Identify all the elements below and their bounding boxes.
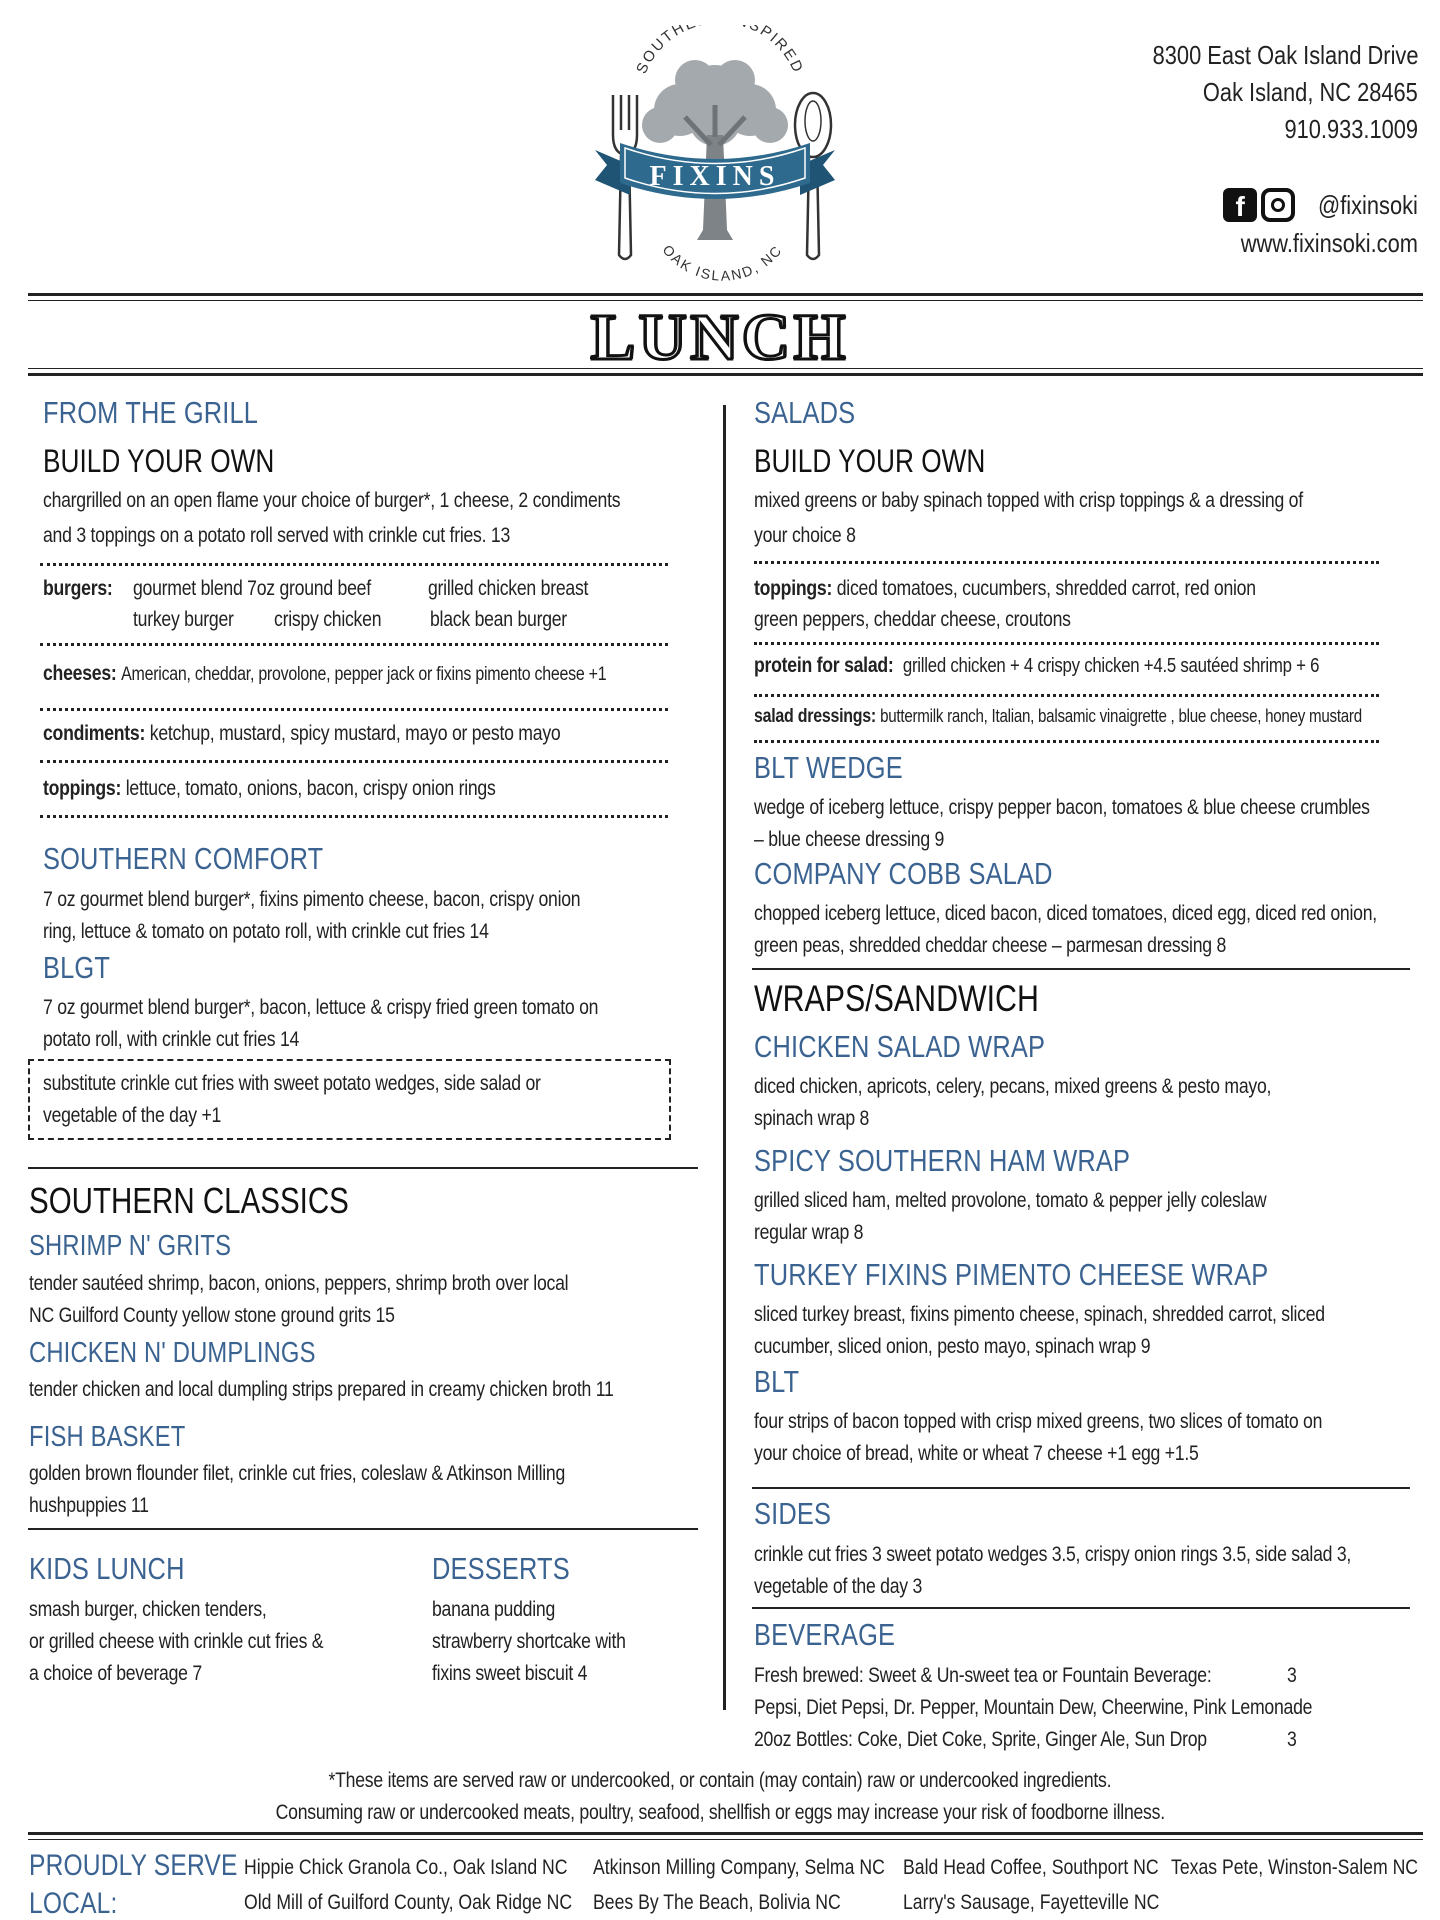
- facebook-icon[interactable]: f: [1223, 188, 1257, 222]
- item-blt: BLT: [754, 1364, 800, 1399]
- section-beverage: BEVERAGE: [754, 1617, 896, 1652]
- divider: [40, 815, 668, 818]
- salads-byo-desc-2: your choice 8: [754, 524, 856, 547]
- grill-byo-title: BUILD YOUR OWN: [43, 443, 275, 479]
- divider: [752, 968, 1410, 970]
- shrimp-desc-2: NC Guilford County yellow stone ground grits 15: [29, 1304, 395, 1327]
- cobb-desc-2: green peas, shredded cheddar cheese – parmesan dressing 8: [754, 934, 1227, 957]
- grill-byo-desc-2: and 3 toppings on a potato roll served with crinkle cut fries. 13: [43, 524, 511, 547]
- divider: [754, 694, 1379, 697]
- item-southern-comfort: SOUTHERN COMFORT: [43, 841, 324, 876]
- item-shrimp-n-grits: SHRIMP N' GRITS: [29, 1230, 232, 1262]
- local-vendor: Bees By The Beach, Bolivia NC: [593, 1891, 841, 1914]
- turkey-desc-1: sliced turkey breast, fixins pimento cheese, spinach, shredded carrot, sliced: [754, 1303, 1325, 1326]
- substitute-desc-2: vegetable of the day +1: [43, 1104, 222, 1127]
- section-kids-lunch: KIDS LUNCH: [29, 1551, 185, 1586]
- local-title-1: PROUDLY SERVE: [29, 1849, 238, 1882]
- divider: [28, 1528, 698, 1530]
- item-spicy-southern-ham-wrap: SPICY SOUTHERN HAM WRAP: [754, 1143, 1131, 1178]
- kids-desc-3: a choice of beverage 7: [29, 1662, 202, 1685]
- logo: [585, 25, 845, 295]
- svg-text:OAK ISLAND, NC: OAK ISLAND, NC: [659, 241, 786, 284]
- social-handle[interactable]: @fixinsoki: [1318, 189, 1418, 220]
- ham-desc-1: grilled sliced ham, melted provolone, tomato & pepper jelly coleslaw: [754, 1189, 1267, 1212]
- desserts-desc-3: fixins sweet biscuit 4: [432, 1662, 588, 1685]
- section-southern-classics: SOUTHERN CLASSICS: [29, 1180, 349, 1221]
- beverage-price-1: 3: [1287, 1664, 1297, 1687]
- substitute-desc-1: substitute crinkle cut fries with sweet potato wedges, side salad or: [43, 1072, 541, 1095]
- salad-protein-row: protein for salad: grilled chicken + 4 crispy chicken +4.5 sautéed shrimp + 6: [754, 654, 1320, 677]
- desserts-desc-1: banana pudding: [432, 1598, 556, 1621]
- section-desserts: DESSERTS: [432, 1551, 570, 1586]
- salads-byo-desc-1: mixed greens or baby spinach topped with crisp toppings & a dressing of: [754, 489, 1303, 512]
- divider: [754, 642, 1379, 645]
- footer-rule-thin: [28, 1839, 1423, 1840]
- kids-desc-1: smash burger, chicken tenders,: [29, 1598, 267, 1621]
- toppings-row: toppings: lettuce, tomato, onions, bacon, crispy onion rings: [43, 777, 496, 800]
- fish-desc-2: hushpuppies 11: [29, 1494, 149, 1517]
- item-fish-basket: FISH BASKET: [29, 1421, 186, 1453]
- wedge-desc-1: wedge of iceberg lettuce, crispy pepper bacon, tomatoes & blue cheese crumbles: [754, 796, 1370, 819]
- local-title-2: LOCAL:: [29, 1887, 118, 1920]
- kids-desc-2: or grilled cheese with crinkle cut fries &: [29, 1630, 324, 1653]
- header-rule-bottom: [28, 373, 1423, 376]
- beverage-desc-2: Pepsi, Diet Pepsi, Dr. Pepper, Mountain Dew, Cheerwine, Pink Lemonade: [754, 1696, 1313, 1719]
- item-blgt: BLGT: [43, 950, 111, 985]
- burger-option: turkey burger: [133, 608, 234, 631]
- divider: [40, 760, 668, 763]
- salad-toppings-row-1: toppings: diced tomatoes, cucumbers, shredded carrot, red onion: [754, 577, 1256, 600]
- disclaimer-1: *These items are served raw or undercooked, or contain (may contain) raw or undercooked ingredients.: [328, 1769, 1112, 1792]
- salad-dressings-row: salad dressings: buttermilk ranch, Italian, balsamic vinaigrette , blue cheese, honey mustard: [754, 706, 1362, 727]
- item-company-cobb-salad: COMPANY COBB SALAD: [754, 856, 1053, 891]
- tree-icon: [585, 25, 845, 295]
- blgt-desc-2: potato roll, with crinkle cut fries 14: [43, 1028, 300, 1051]
- section-from-the-grill: FROM THE GRILL: [43, 395, 259, 430]
- phone-number[interactable]: 910.933.1009: [1284, 114, 1418, 144]
- burger-option: crispy chicken: [274, 608, 382, 631]
- condiments-row: condiments: ketchup, mustard, spicy mustard, mayo or pesto mayo: [43, 722, 561, 745]
- cobb-desc-1: chopped iceberg lettuce, diced bacon, diced tomatoes, diced egg, diced red onion,: [754, 902, 1377, 925]
- salad-toppings-row-2: green peppers, cheddar cheese, croutons: [754, 608, 1071, 631]
- csw-desc-1: diced chicken, apricots, celery, pecans, mixed greens & pesto mayo,: [754, 1075, 1272, 1098]
- blt-desc-1: four strips of bacon topped with crisp mixed greens, two slices of tomato on: [754, 1410, 1323, 1433]
- local-vendor: Larry's Sausage, Fayetteville NC: [903, 1891, 1160, 1914]
- divider: [40, 708, 668, 711]
- local-vendor: Hippie Chick Granola Co., Oak Island NC: [244, 1856, 568, 1879]
- divider: [754, 561, 1379, 564]
- divider: [40, 643, 668, 646]
- address-line-2: Oak Island, NC 28465: [1203, 77, 1418, 107]
- blt-desc-2: your choice of bread, white or wheat 7 cheese +1 egg +1.5: [754, 1442, 1199, 1465]
- fish-desc-1: golden brown flounder filet, crinkle cut fries, coleslaw & Atkinson Milling: [29, 1462, 566, 1485]
- header-rule-top: [28, 293, 1423, 296]
- turkey-desc-2: cucumber, sliced onion, pesto mayo, spinach wrap 9: [754, 1335, 1151, 1358]
- item-turkey-pimento-wrap: TURKEY FIXINS PIMENTO CHEESE WRAP: [754, 1257, 1269, 1292]
- ham-desc-2: regular wrap 8: [754, 1221, 864, 1244]
- divider: [40, 563, 668, 566]
- burger-option: gourmet blend 7oz ground beef: [133, 577, 371, 600]
- beverage-desc-1: Fresh brewed: Sweet & Un-sweet tea or Fountain Beverage:: [754, 1664, 1212, 1687]
- divider: [752, 1607, 1410, 1609]
- section-sides: SIDES: [754, 1496, 832, 1531]
- salads-byo-title: BUILD YOUR OWN: [754, 443, 986, 479]
- section-salads: SALADS: [754, 395, 856, 430]
- column-divider: [723, 405, 726, 1710]
- wedge-desc-2: – blue cheese dressing 9: [754, 828, 945, 851]
- local-vendor: Texas Pete, Winston-Salem NC: [1171, 1856, 1419, 1879]
- beverage-desc-3: 20oz Bottles: Coke, Diet Coke, Sprite, Ginger Ale, Sun Drop: [754, 1728, 1207, 1751]
- section-wraps-sandwich: WRAPS/SANDWICH: [754, 978, 1039, 1019]
- divider: [28, 1167, 698, 1169]
- footer-rule: [28, 1832, 1423, 1835]
- burger-option: black bean burger: [430, 608, 567, 631]
- grill-byo-desc-1: chargrilled on an open flame your choice of burger*, 1 cheese, 2 condiments: [43, 489, 621, 512]
- desserts-desc-2: strawberry shortcake with: [432, 1630, 626, 1653]
- sides-desc-1: crinkle cut fries 3 sweet potato wedges 3.5, crispy onion rings 3.5, side salad 3,: [754, 1543, 1352, 1566]
- sides-desc-2: vegetable of the day 3: [754, 1575, 923, 1598]
- social-row: [1223, 187, 1418, 223]
- header-rule-bottom-thin: [28, 368, 1423, 369]
- southern-comfort-desc-2: ring, lettuce & tomato on potato roll, with crinkle cut fries 14: [43, 920, 489, 943]
- shrimp-desc-1: tender sautéed shrimp, bacon, onions, peppers, shrimp broth over local: [29, 1272, 569, 1295]
- disclaimer-2: Consuming raw or undercooked meats, poultry, seafood, shellfish or eggs may increase your risk of foodborne illness.: [275, 1801, 1165, 1824]
- svg-text:SOUTHERN INSPIRED: SOUTH SPIRED: [633, 25, 807, 77]
- logo-banner-text: FIXINS: [649, 161, 781, 192]
- burgers-label: burgers:: [43, 577, 113, 600]
- divider: [752, 1487, 1410, 1489]
- local-vendor: Atkinson Milling Company, Selma NC: [593, 1856, 885, 1879]
- southern-comfort-desc-1: 7 oz gourmet blend burger*, fixins pimento cheese, bacon, crispy onion: [43, 888, 581, 911]
- beverage-price-3: 3: [1287, 1728, 1297, 1751]
- divider: [754, 740, 1379, 743]
- item-chicken-n-dumplings: CHICKEN N' DUMPLINGS: [29, 1337, 316, 1369]
- website[interactable]: www.fixinsoki.com: [1240, 228, 1418, 258]
- local-vendor: Old Mill of Guilford County, Oak Ridge NC: [244, 1891, 573, 1914]
- cheeses-row: cheeses: American, cheddar, provolone, pepper jack or fixins pimento cheese +1: [43, 662, 607, 685]
- page-title: LUNCH: [590, 301, 850, 374]
- address-line-1: 8300 East Oak Island Drive: [1152, 40, 1418, 70]
- instagram-icon[interactable]: [1261, 188, 1295, 222]
- item-blt-wedge: BLT WEDGE: [754, 750, 903, 785]
- chicken-desc-1: tender chicken and local dumpling strips prepared in creamy chicken broth 11: [29, 1378, 614, 1401]
- local-vendor: Bald Head Coffee, Southport NC: [903, 1856, 1159, 1879]
- blgt-desc-1: 7 oz gourmet blend burger*, bacon, lettuce & crispy fried green tomato on: [43, 996, 599, 1019]
- burger-option: grilled chicken breast: [428, 577, 589, 600]
- item-chicken-salad-wrap: CHICKEN SALAD WRAP: [754, 1029, 1046, 1064]
- csw-desc-2: spinach wrap 8: [754, 1107, 870, 1130]
